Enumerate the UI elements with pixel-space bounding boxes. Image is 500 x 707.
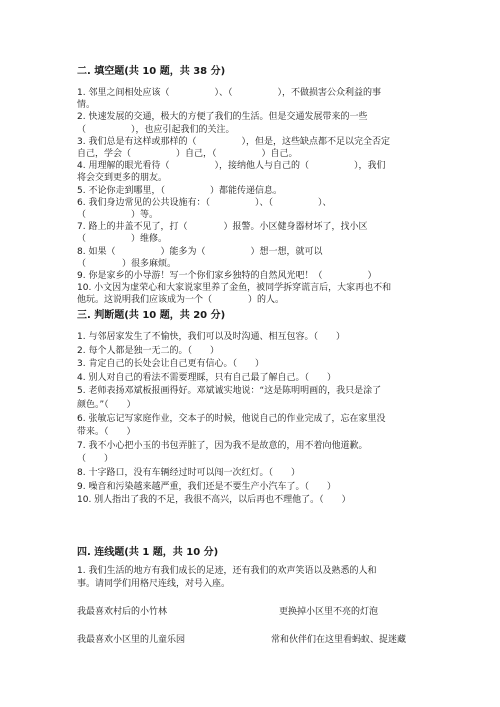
- question-text-line: 8. 如果（ ）能多为（ ）想一想，就可以: [77, 246, 323, 257]
- section-heading-matching: 四. 连线题(共 1 题，共 10 分): [77, 547, 219, 558]
- question-text-line: 情。: [77, 100, 96, 111]
- match-left-item: 我最喜欢小区里的儿童乐园: [77, 635, 186, 645]
- match-right-item: 常和伙伴们在这里看蚂蚁、捉迷藏: [271, 635, 407, 645]
- question-text-line: （ ）很多麻烦。: [77, 258, 177, 269]
- match-right-item: 更换掉小区里不亮的灯泡: [279, 607, 379, 617]
- question-text-line: 1. 邻里之间相处应该（ ）、（ ），不做损害公众利益的事: [77, 88, 381, 98]
- question-text-line: 6. 张敏忘记写家庭作业，交本子的时候，他说自己的作业完成了，忘在家里没: [77, 413, 386, 424]
- question-text-line: 8. 十字路口，没有车辆经过时可以闯一次红灯。（ ）: [77, 468, 300, 478]
- question-text-line: 9. 噪音和污染越来越严重，我们还是不要生产小汽车了。（ ）: [77, 481, 336, 492]
- question-text-line: 3. 肯定自己的长处会让自己更有信心。（ ）: [77, 359, 264, 370]
- question-text-line: 事。请同学们用格尺连线，对号入座。: [77, 578, 231, 589]
- question-text-line: 10. 小文因为虚荣心和大家说家里养了金鱼，被同学拆穿谎言后，大家再也不和: [77, 283, 392, 294]
- question-text-line: 2. 每个人都是独一无二的。（ ）: [77, 345, 219, 356]
- match-left-item: 我最喜欢村后的小竹林: [77, 607, 168, 617]
- question-text-line: 7. 路上的井盖不见了，打（ ）报警。小区健身器材坏了，找小区: [77, 222, 368, 233]
- question-text-line: 4. 别人对自己的看法不需要理睬，只有自己最了解自己。（ ）: [77, 372, 336, 383]
- question-text-line: 9. 你是家乡的小导游！写一个你们家乡独特的自然风光吧！（ ）: [77, 271, 377, 281]
- question-text-line: 1. 与邻居家发生了不愉快，我们可以及时沟通、相互包容。（ ）: [77, 332, 345, 342]
- question-text-line: 1. 我们生活的地方有我们成长的足迹，还有我们的欢声笑语以及熟悉的人和: [77, 566, 377, 576]
- question-text-line: 他玩。这说明我们应该成为一个（ ）的人。: [77, 295, 285, 306]
- question-text-line: 10. 别人指出了我的不足，我很不高兴，以后再也不理他了。（ ）: [77, 495, 351, 506]
- question-text-line: 7. 我不小心把小玉的书包弄脏了，因为我不是故意的，用不着向他道歉。: [77, 440, 368, 451]
- question-text-line: 3. 我们总是有这样或那样的（ ），但是，这些缺点都不足以完全否定: [77, 136, 390, 147]
- section-heading-fill-blank: 二. 填空题(共 10 题，共 38 分): [77, 66, 226, 77]
- question-text-line: （ ）等。: [77, 210, 159, 220]
- question-text-line: （ ）: [77, 454, 114, 465]
- question-text-line: 2. 快速发展的交通，极大的方便了我们的生活。但是交通发展带来的一些: [77, 112, 368, 123]
- question-text-line: 5. 不论你走到哪里，（ ）都能传递信息。: [77, 185, 282, 196]
- question-text-line: 带来。（ ）: [77, 427, 136, 438]
- question-text-line: （ ），也应引起我们的关注。: [77, 124, 235, 135]
- question-text-line: 4. 用理解的眼光看待（ ），接纳他人与自己的（ ），我们: [77, 161, 386, 172]
- question-text-line: （ ）维修。: [77, 234, 168, 245]
- question-text-line: 自己，学会（ ）自己，（ ）自己。: [77, 149, 298, 159]
- question-text-line: 5. 老师表扬邓斌板报画得好。邓斌诚实地说：“这是陈明明画的，我只是涂了: [77, 386, 382, 397]
- question-text-line: 颜色。”（ ）: [77, 400, 136, 410]
- question-text-line: 6. 我们身边常见的公共设施有：（ ）、（ ）、: [77, 197, 332, 208]
- section-heading-true-false: 三. 判断题(共 10 题，共 20 分): [77, 310, 226, 321]
- question-text-line: 将会交到更多的朋友。: [77, 173, 168, 184]
